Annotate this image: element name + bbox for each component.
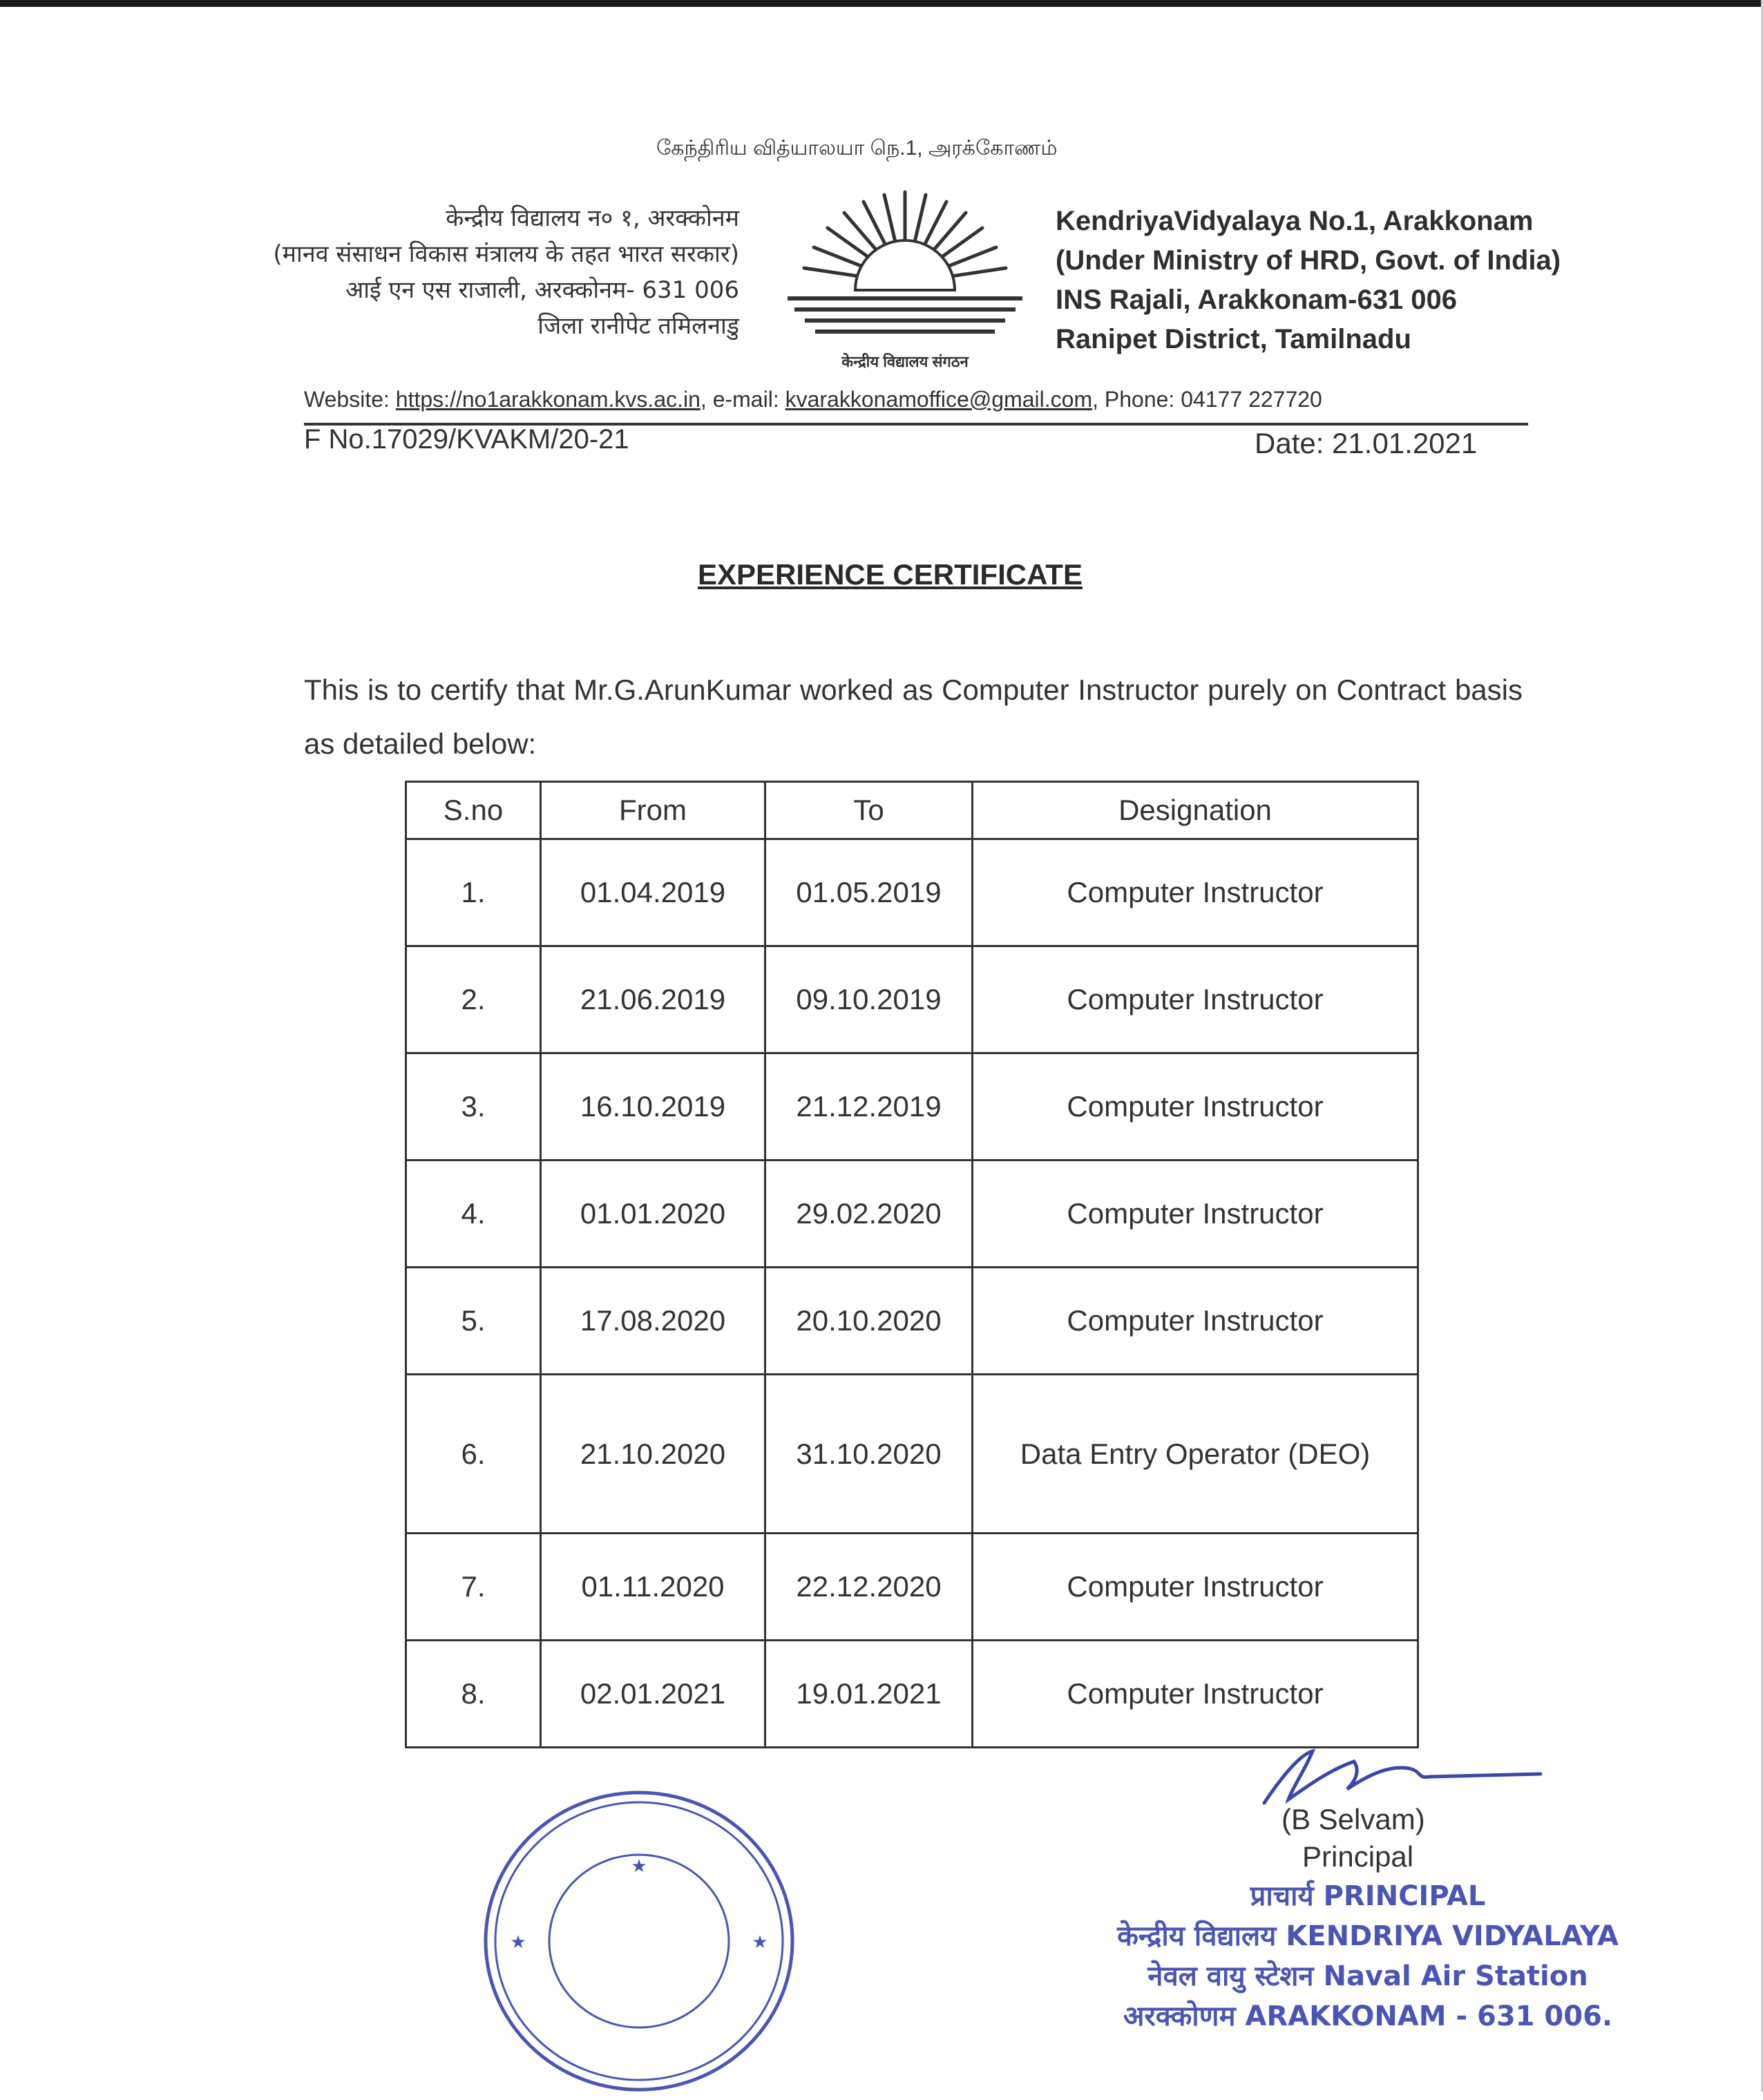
cell-to: 22.12.2020 — [765, 1534, 973, 1641]
hindi-line: केन्द्रीय विद्यालय न० १, अरक्कोनम — [446, 204, 739, 232]
cell-designation: Computer Instructor — [973, 839, 1418, 946]
cell-designation: Computer Instructor — [973, 1534, 1418, 1641]
cell-sno: 7. — [406, 1534, 541, 1641]
cell-to: 20.10.2020 — [765, 1268, 973, 1375]
english-line: (Under Ministry of HRD, Govt. of India) — [1056, 245, 1561, 276]
stamp-line: अरक्कोणम ARAKKONAM - 631 006. — [1123, 2001, 1613, 2032]
header-to: To — [765, 782, 973, 839]
english-line: Ranipet District, Tamilnadu — [1056, 324, 1411, 354]
cell-designation: Computer Instructor — [973, 1268, 1418, 1375]
cell-from: 17.08.2020 — [541, 1268, 765, 1375]
table-row — [406, 1534, 1418, 1641]
cell-to: 01.05.2019 — [765, 839, 973, 946]
table-row — [406, 946, 1418, 1053]
file-number: F No.17029/KVAKM/20-21 — [304, 424, 629, 455]
cell-from: 01.11.2020 — [541, 1534, 765, 1641]
header-from: From — [541, 782, 765, 839]
cell-sno: 5. — [406, 1268, 541, 1375]
phone-label: , Phone: — [1092, 387, 1175, 412]
cell-from: 16.10.2019 — [541, 1053, 765, 1161]
cell-sno: 1. — [406, 839, 541, 946]
logo-caption: केन्द्रीय विद्यालय संगठन — [841, 353, 969, 370]
phone-number: 04177 227720 — [1181, 387, 1322, 412]
principal-stamp — [1105, 1876, 1630, 2036]
cell-from: 01.01.2020 — [541, 1161, 765, 1268]
principal-role: Principal — [1302, 1840, 1414, 1873]
cell-from: 21.10.2020 — [541, 1375, 765, 1534]
table-row — [406, 1053, 1418, 1161]
cell-to: 21.12.2019 — [765, 1053, 973, 1161]
cell-sno: 6. — [406, 1375, 541, 1534]
cell-sno: 2. — [406, 946, 541, 1053]
cell-designation: Computer Instructor — [973, 946, 1418, 1053]
header-sno: S.no — [406, 782, 541, 839]
english-address-block — [1056, 202, 1561, 359]
table-row — [406, 1268, 1418, 1375]
school-seal — [477, 1782, 801, 2100]
scan-border-top — [0, 0, 1763, 7]
hindi-line: जिला रानीपेट तमिलनाडु — [537, 312, 739, 340]
website-link[interactable]: https://no1arakkonam.kvs.ac.in — [395, 387, 701, 412]
stamp-line: प्राचार्य PRINCIPAL — [1250, 1880, 1486, 1912]
email-link[interactable]: kvarakkonamoffice@gmail.com — [785, 387, 1093, 412]
cell-to: 31.10.2020 — [765, 1375, 973, 1534]
table-row — [406, 839, 1418, 946]
cell-sno: 4. — [406, 1161, 541, 1268]
cell-designation: Computer Instructor — [973, 1641, 1418, 1748]
experience-table — [405, 781, 1419, 1748]
hindi-address-block — [207, 200, 739, 344]
english-line: INS Rajali, Arakkonam-631 006 — [1056, 285, 1458, 315]
cell-sno: 3. — [406, 1053, 541, 1161]
principal-name: (B Selvam) — [1281, 1803, 1425, 1835]
hindi-line: (मानव संसाधन विकास मंत्रालय के तहत भारत सरकार) — [273, 240, 739, 268]
svg-text:★: ★ — [752, 1932, 768, 1953]
svg-text:★: ★ — [631, 1856, 647, 1877]
table-row — [406, 1161, 1418, 1268]
stamp-line: केन्द्रीय विद्यालय KENDRIYA VIDYALAYA — [1117, 1920, 1619, 1952]
header-designation: Designation — [973, 782, 1418, 839]
tamil-school-name: கேந்திரிய வித்யாலயா நெ.1, அரக்கோணம் — [656, 137, 1058, 160]
cell-to: 29.02.2020 — [765, 1161, 973, 1268]
english-line: KendriyaVidyalaya No.1, Arakkonam — [1056, 206, 1534, 236]
cell-designation: Computer Instructor — [973, 1053, 1418, 1161]
certificate-body: This is to certify that Mr.G.ArunKumar worked as Computer Instructor purely on Contract basis as detailed below: — [304, 674, 1523, 760]
table-row — [406, 1641, 1418, 1748]
contact-line — [304, 387, 1322, 412]
website-label: Website: — [304, 387, 390, 412]
table-header-row — [406, 782, 1418, 839]
cell-to: 19.01.2021 — [765, 1641, 973, 1748]
certificate-title: EXPERIENCE CERTIFICATE — [698, 558, 1083, 591]
document-date: Date: 21.01.2021 — [1255, 427, 1478, 459]
cell-from: 21.06.2019 — [541, 946, 765, 1053]
cell-from: 02.01.2021 — [541, 1641, 765, 1748]
hindi-line: आई एन एस राजाली, अरक्कोनम- 631 006 — [345, 276, 739, 304]
cell-sno: 8. — [406, 1641, 541, 1748]
email-label: , e-mail: — [700, 387, 779, 412]
cell-designation: Computer Instructor — [973, 1161, 1418, 1268]
cell-from: 01.04.2019 — [541, 839, 765, 946]
svg-text:★: ★ — [510, 1932, 526, 1953]
table-row — [406, 1375, 1418, 1534]
stamp-line: नेवल वायु स्टेशन Naval Air Station — [1147, 1960, 1588, 1992]
principal-signature — [1250, 1741, 1554, 1810]
cell-designation: Data Entry Operator (DEO) — [973, 1375, 1418, 1534]
cell-to: 09.10.2019 — [765, 946, 973, 1053]
